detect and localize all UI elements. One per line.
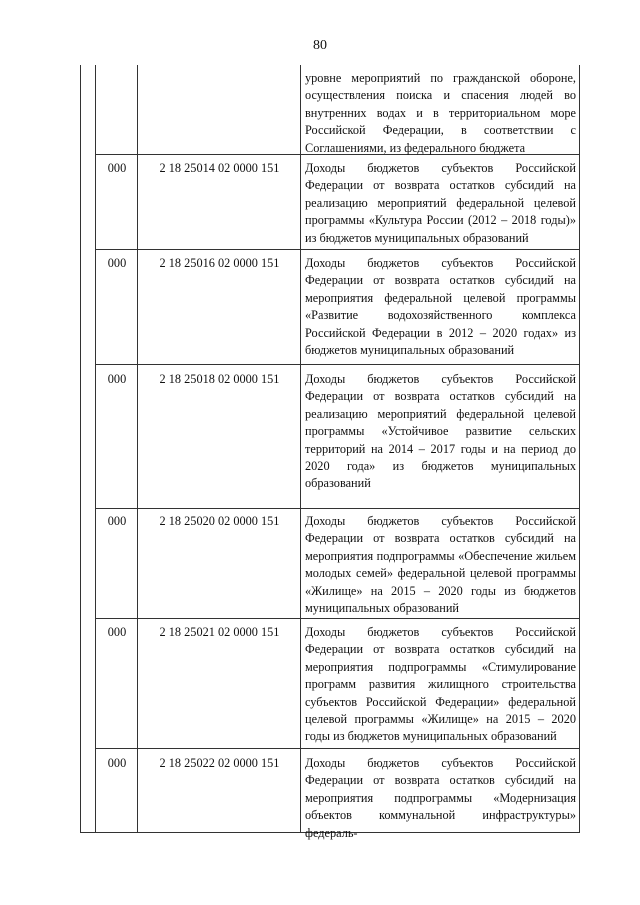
table-row-name: Доходы бюджетов субъектов Российской Федерации от возврата остатков субсидий на реализацию мероприятий федеральной целевой программы «Культура России (2012 – 2018 годы)» из бюджетов муниципальных образований <box>305 161 576 245</box>
table-row-admin-code: 000 <box>107 625 127 639</box>
page-number: 80 <box>313 38 327 53</box>
row-divider <box>96 249 580 250</box>
table-row-name: Доходы бюджетов субъектов Российской Федерации от возврата остатков субсидий на мероприятия подпрограммы «Обеспечение жильем молодых семей» федеральной целевой программы «Жилище» на 2015 – 2020 годы из бюджетов муниципальных образований <box>305 514 576 616</box>
table-row-admin-code: 000 <box>107 256 127 270</box>
table-row-admin-code: 000 <box>107 372 127 386</box>
table-row-name: Доходы бюджетов субъектов Российской Федерации от возврата остатков субсидий на реализацию мероприятий федеральной целевой программы «Устойчивое развитие сельских территорий на 2014 – 2017 годы и на период до 2020 года» из бюджетов муниципальных образований <box>305 372 576 491</box>
table-row-name: Доходы бюджетов субъектов Российской Федерации от возврата остатков субсидий на мероприятия федеральной целевой программы «Развитие водохозяйственного комплекса Российской Федерации в 2012 – 2020 годах» из бюджетов муниципальных образований <box>305 256 576 358</box>
table-row-admin-code: 000 <box>107 161 127 175</box>
table-row-classification-code: 2 18 25022 02 0000 151 <box>159 756 280 770</box>
row-divider <box>96 508 580 509</box>
table-row-name: Доходы бюджетов субъектов Российской Федерации от возврата остатков субсидий на мероприятия подпрограммы «Модернизация объектов коммунальной инфраструктуры» федераль- <box>305 756 576 840</box>
table-row-admin-code: 000 <box>107 514 127 528</box>
table-row-admin-code: 000 <box>107 756 127 770</box>
table-row-classification-code: 2 18 25021 02 0000 151 <box>159 625 280 639</box>
table-row-classification-code: 2 18 25014 02 0000 151 <box>159 161 280 175</box>
column-divider-admin-code <box>137 65 138 833</box>
table-row-name: Доходы бюджетов субъектов Российской Федерации от возврата остатков субсидий на мероприятия подпрограммы «Стимулирование программ развития жилищного строительства субъектов Российской Федерации» федеральной целевой программы «Жилище» на 2015 – 2020 годы из бюджетов муниципальных образований <box>305 625 576 744</box>
column-divider-code-name <box>300 65 301 833</box>
table-inner-left-border <box>95 65 96 833</box>
table-row-classification-code: 2 18 25020 02 0000 151 <box>159 514 280 528</box>
row-divider <box>96 748 580 749</box>
table-row-classification-code: 2 18 25016 02 0000 151 <box>159 256 280 270</box>
row-divider <box>96 364 580 365</box>
continuation-text: уровне мероприятий по гражданской обороне, осуществления поиска и спасения людей во внутренних водах и в территориальном море Российской Федерации, в соответствии с Соглашениями, из федерального бюджета <box>305 71 576 155</box>
row-divider <box>96 618 580 619</box>
table-row-classification-code: 2 18 25018 02 0000 151 <box>159 372 280 386</box>
